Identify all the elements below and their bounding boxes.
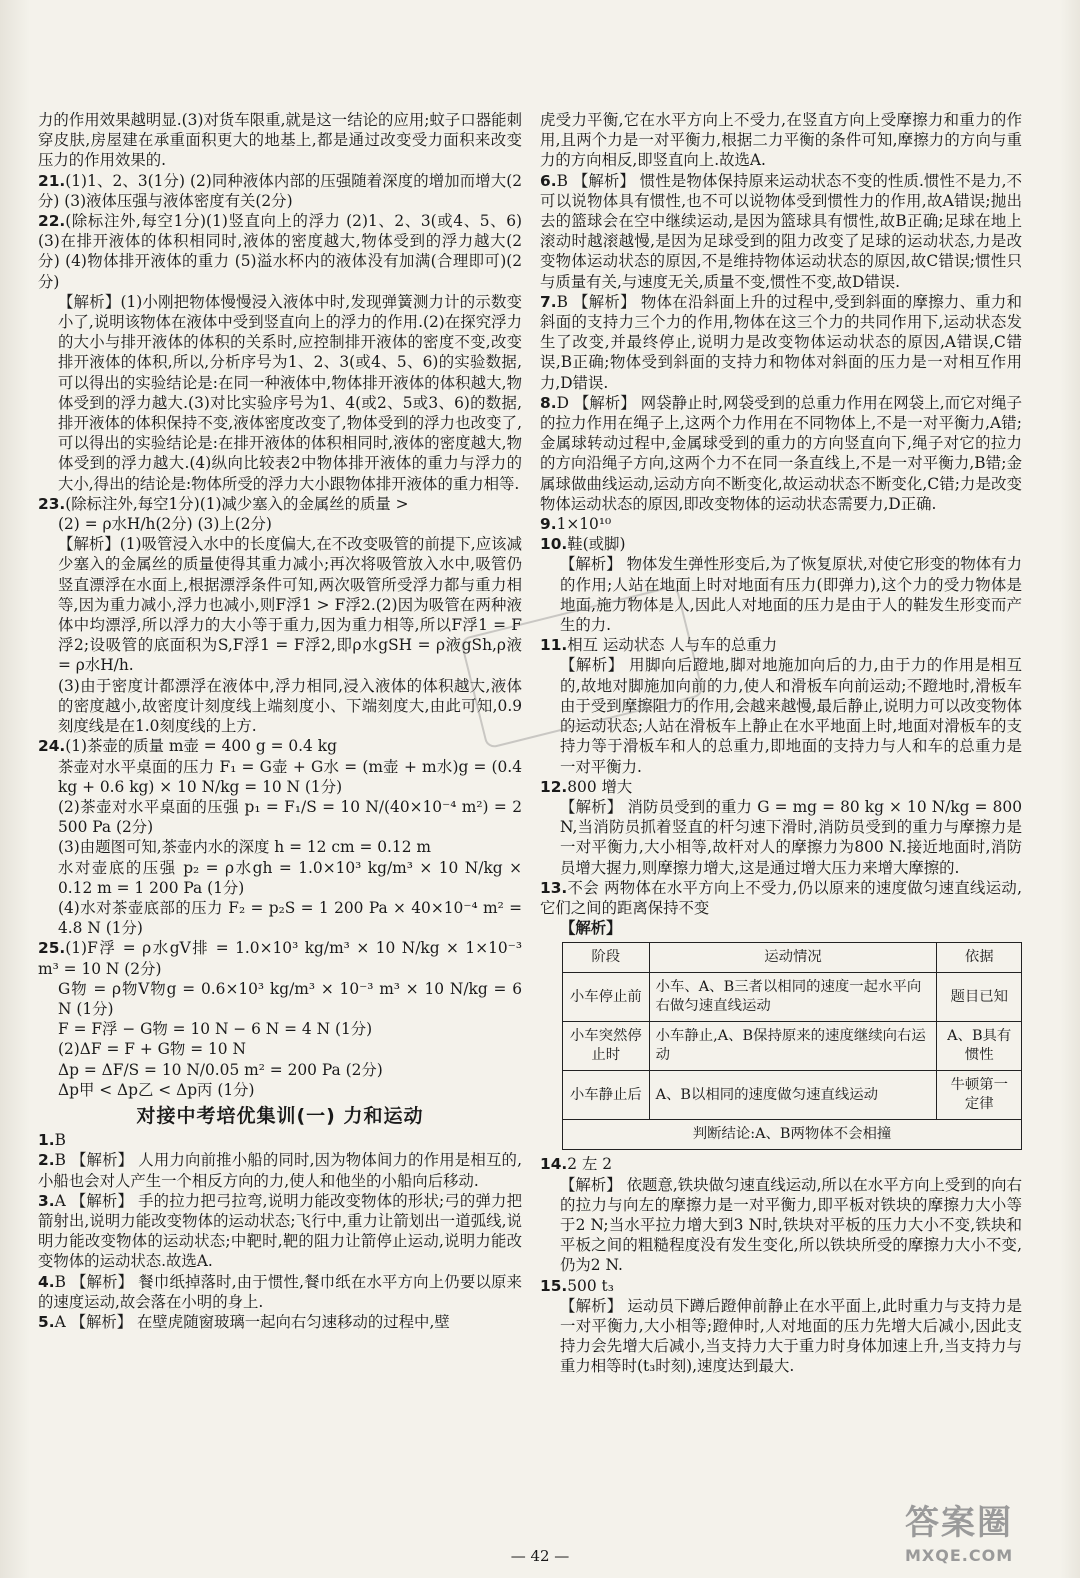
table-cell: A、B以相同的速度做匀速直线运动 xyxy=(649,1071,937,1120)
answer-text: (除标注外,每空1分)(1)竖直向上的浮力 (2)1、2、3(或4、5、6) (3)在排开液体的体积相同时,液体的密度越大,物体受到的浮力越大(2分) (4)物体排开液体的重力 (5)溢水杯内的液体没有加满(合理即可)(2分) xyxy=(38,212,522,291)
analysis-23: 【解析】(1)吸管浸入水中的长度偏大,在不改变吸管的前提下,应该减少塞入的金属丝的质量使得其重力减小;再次将吸管放入水中,吸管仍竖直漂浮在水面上,根据漂浮条件可知,两次吸管所受浮力都与重力相等,因为重力减小,浮力也减小,则F浮1 > F浮2.(2)因为吸管在两种液体中均漂浮,所以浮力的大小等于重力,因为重力相等,所以F浮1 = F浮2;设吸管的底面积为S,F浮1 = F浮2,即ρ水gSH = ρ液gSh,ρ液 = ρ水H/h. xyxy=(58,535,522,675)
solution-line: (2)ΔF = F + G物 = 10 N xyxy=(58,1040,246,1059)
answer-text: 500 t₃ xyxy=(567,1276,614,1295)
analysis-table xyxy=(562,942,1022,1150)
item-number: 12. xyxy=(540,777,568,796)
answer-text: (除标注外,每空1分)(1)减少塞入的金属丝的质量 > xyxy=(65,494,409,513)
page-number: — 42 — xyxy=(510,1547,570,1565)
table-header-row xyxy=(563,943,1022,973)
solution-line: (4)水对茶壶底部的压力 F₂ = p₂S = 1 200 Pa × 40×10⁻⁴ m² = 4.8 N (1分) xyxy=(58,898,522,938)
answer-text: B 【解析】 惯性是物体保持原来运动状态不变的性质.惯性不是力,不可以说物体具有惯性,也不可以说物体受到惯性力的作用,故A错误;抛出去的篮球会在空中继续运动,是因为篮球具有惯性,故B正确;足球在地上滚动时越滚越慢,是因为足球受到的阻力改变了足球的运动状态,力是改变物体运动状态的原因,不是维持物体运动状态的原因,故C错误;惯性只与质量有关,与速度无关,质量不变,惯性不变,故D错误. xyxy=(540,171,1022,291)
answer-text: (1)1、2、3(1分) (2)同种液体内部的压强随着深度的增加而增大(2分) (3)液体压强与液体密度有关(2分) xyxy=(38,171,522,210)
item-number: 21. xyxy=(38,171,66,190)
answer-s12 xyxy=(540,777,1022,797)
analysis-s15: 【解析】 运动员下蹲后蹬伸前静止在水平面上,此时重力与支持力是一对平衡力,大小相等;蹬伸时,人对地面的压力先增大后减小,因此支持力会先增大后减小,当支持力大于重力时身体加速上升,当支持力与重力相等时(t₃时刻),速度达到最大. xyxy=(560,1296,1022,1376)
analysis-s12: 【解析】 消防员受到的重力 G = mg = 80 kg × 10 N/kg = 800 N,当消防员抓着竖直的杆匀速下滑时,消防员受到的重力与摩擦力是一对平衡力,大小相等,故杆对人的摩擦力为800 N.接近地面时,消防员增大握力,则摩擦力增大,这是通过增大压力来增大摩擦的. xyxy=(560,797,1022,877)
table-conclusion: 判断结论:A、B两物体不会相撞 xyxy=(563,1120,1022,1150)
solution-line: Δp甲 < Δp乙 < Δp丙 (1分) xyxy=(58,1080,255,1099)
answer-s9 xyxy=(540,514,1022,534)
answer-s1 xyxy=(38,1130,522,1150)
answer-23-line2: (2) = ρ水H/h(2分) (3)上(2分) xyxy=(58,515,272,534)
item-number: 24. xyxy=(38,737,66,756)
intro-text: 力的作用效果越明显.(3)对货车限重,就是这一结论的应用;蚊子口器能刺穿皮肤,房屋建在承重面积更大的地基上,都是通过改变受力面积来改变压力的作用效果的. xyxy=(38,111,522,170)
item-number: 4. xyxy=(38,1272,55,1291)
answer-s10 xyxy=(540,534,1022,554)
answer-21 xyxy=(38,171,522,211)
item-number: 15. xyxy=(540,1276,568,1295)
solution-line: (2)茶壶对水平桌面的压强 p₁ = F₁/S = 10 N/(40×10⁻⁴ m²) = 2 500 Pa (2分) xyxy=(58,797,522,837)
table-header: 依据 xyxy=(937,943,1022,973)
table-cell: 小车静止后 xyxy=(563,1071,650,1120)
table-row xyxy=(563,1022,1022,1071)
analysis-22: 【解析】(1)小刚把物体慢慢浸入液体中时,发现弹簧测力计的示数变小了,说明该物体在液体中受到竖直向上的浮力的作用.(2)在探究浮力的大小与排开液体的体积的关系时,应控制排开液体的密度不变,改变排开液体的体积,所以,分析序号为1、2、3(或4、5、6)的实验数据,可以得出的实验结论是:在同一种液体中,物体排开液体的体积越大,物体受到的浮力越大.(3)对比实验序号为1、4(或2、5或3、6)的数据,排开液体的体积保持不变,液体密度改变了,物体受到的浮力也改变了,可以得出的实验结论是:在排开液体的体积相同时,液体的密度越大,物体受到的浮力越大.(4)纵向比较表2中物体排开液体的重力与浮力的大小,得出的结论是:物体所受的浮力大小跟物体排开液体的重力相等. xyxy=(58,292,522,493)
answer-text: A 【解析】 在壁虎随窗玻璃一起向右匀速移动的过程中,壁 xyxy=(54,1312,450,1331)
item-number: 1. xyxy=(38,1131,55,1150)
section-title: 对接中考培优集训(一) 力和运动 xyxy=(136,1104,424,1127)
table-cell: 小车停止前 xyxy=(563,973,650,1022)
item-number: 13. xyxy=(540,878,568,897)
table-conclusion-row xyxy=(563,1120,1022,1150)
answer-s7 xyxy=(540,292,1022,393)
answer-text: B 【解析】 餐巾纸掉落时,由于惯性,餐巾纸在水平方向上仍要以原来的速度运动,故会落在小明的身上. xyxy=(38,1272,522,1311)
answer-text: 1×10¹⁰ xyxy=(556,515,612,534)
item-number: 5. xyxy=(38,1312,55,1331)
solution-line: G物 = ρ物V物g = 0.6×10³ kg/m³ × 10⁻³ m³ × 10 N/kg = 6 N (1分) xyxy=(58,979,522,1018)
table-header: 运动情况 xyxy=(649,943,937,973)
left-column xyxy=(38,110,522,1332)
analysis-s14: 【解析】 依题意,铁块做匀速直线运动,所以在水平方向上受到的向右的拉力与向左的摩擦力是一对平衡力,即平板对铁块的摩擦力大小等于2 N;当水平拉力增大到3 N时,铁块对平板的压力大小不变,铁块和平板之间的粗糙程度没有发生变化,所以铁块所受的摩擦力大小不变,仍为2 N. xyxy=(560,1175,1022,1275)
solution-line: Δp = ΔF/S = 10 N/0.05 m² = 200 Pa (2分) xyxy=(58,1060,383,1079)
item-number: 25. xyxy=(38,939,66,958)
answer-text: 800 增大 xyxy=(567,777,633,796)
table-cell: A、B具有惯性 xyxy=(937,1022,1022,1071)
item-number: 3. xyxy=(38,1191,55,1210)
item-number: 14. xyxy=(540,1155,568,1174)
item-number: 11. xyxy=(540,636,568,655)
answer-23 xyxy=(38,494,522,514)
solution-line: 水对壶底的压强 p₂ = ρ水gh = 1.0×10³ kg/m³ × 10 N/kg × 0.12 m = 1 200 Pa (1分) xyxy=(58,858,522,897)
answer-text: B 【解析】 人用力向前推小船的同时,因为物体间力的作用是相互的,小船也会对人产生一个相反方向的力,使人和他坐的小船向后移动. xyxy=(38,1151,522,1190)
table-row xyxy=(563,973,1022,1022)
item-number: 9. xyxy=(540,515,557,534)
answer-s13 xyxy=(540,878,1022,918)
right-column xyxy=(540,110,1022,1377)
item-number: 2. xyxy=(38,1151,55,1170)
analysis-23-part2: (3)由于密度计都漂浮在液体中,浮力相同,浸入液体的体积越大,液体的密度越小,故密度计刻度线上端刻度小、下端刻度大,由此可知,0.9刻度线是在1.0刻度线的上方. xyxy=(58,676,522,736)
answer-25 xyxy=(38,938,522,978)
answer-text: 相互 运动状态 人与车的总重力 xyxy=(567,636,778,655)
answer-text: B xyxy=(54,1131,66,1150)
answer-22 xyxy=(38,211,522,292)
answer-s15 xyxy=(540,1276,1022,1296)
item-number: 22. xyxy=(38,212,66,231)
answer-s8 xyxy=(540,393,1022,514)
logo-url: MXQE.COM xyxy=(905,1546,1014,1565)
site-logo xyxy=(905,1495,1065,1575)
item-number: 10. xyxy=(540,535,568,554)
answer-text: A 【解析】 手的拉力把弓拉弯,说明力能改变物体的形状;弓的弹力把箭射出,说明力能改变物体的运动状态;飞行中,重力让箭划出一道弧线,说明力能改变物体的运动状态;中靶时,靶的阻力让箭停止运动,说明力能改变物体的运动状态.故选A. xyxy=(38,1191,522,1271)
analysis-s10: 【解析】 物体发生弹性形变后,为了恢复原状,对使它形变的物体有力的作用;人站在地面上时对地面有压力(即弹力),这个力的受力物体是地面,施力物体是人,因此人对地面的压力是由于人的鞋发生形变而产生的力. xyxy=(560,555,1022,635)
answer-text: 不会 两物体在水平方向上不受力,仍以原来的速度做匀速直线运动,它们之间的距离保持不变 xyxy=(540,878,1022,917)
logo-text: 答案圈 xyxy=(905,1503,1013,1543)
solution-line: F = F浮 − G物 = 10 N − 6 N = 4 N (1分) xyxy=(58,1020,373,1039)
answer-text: (1)F浮 = ρ水gV排 = 1.0×10³ kg/m³ × 10 N/kg × 1×10⁻³ m³ = 10 N (2分) xyxy=(38,939,522,978)
table-cell: 小车、A、B三者以相同的速度一起水平向右做匀速直线运动 xyxy=(649,973,937,1022)
table-cell: 小车静止,A、B保持原来的速度继续向右运动 xyxy=(649,1022,937,1071)
item-number: 6. xyxy=(540,171,557,190)
answer-text: (1)茶壶的质量 m壶 = 400 g = 0.4 kg xyxy=(65,737,337,756)
answer-s14 xyxy=(540,1154,1022,1174)
table-cell: 题目已知 xyxy=(937,973,1022,1022)
item-number: 23. xyxy=(38,494,66,513)
answer-text: 2 左 2 xyxy=(567,1155,613,1174)
table-cell: 小车突然停止时 xyxy=(563,1022,650,1071)
answer-s3 xyxy=(38,1191,522,1272)
answer-s5 xyxy=(38,1312,522,1332)
answer-24 xyxy=(38,736,522,756)
analysis-tag: 【解析】 xyxy=(560,919,622,938)
table-cell: 牛顿第一定律 xyxy=(937,1071,1022,1120)
item-number: 8. xyxy=(540,393,557,412)
answer-s2 xyxy=(38,1150,522,1190)
answer-s4 xyxy=(38,1272,522,1312)
answer-s6 xyxy=(540,171,1022,292)
table-row xyxy=(563,1071,1022,1120)
analysis-s11: 【解析】 用脚向后蹬地,脚对地施加向后的力,由于力的作用是相互的,故地对脚施加向前的力,使人和滑板车向前运动;不蹬地时,滑板车由于受到摩擦阻力的作用,会越来越慢,最后静止,说明力可以改变物体的运动状态;人站在滑板车上静止在水平地面上时,地面对滑板车的支持力等于滑板车和人的总重力,即地面的支持力与人和车的总重力是一对平衡力. xyxy=(560,656,1022,776)
answer-text: D 【解析】 网袋静止时,网袋受到的总重力作用在网袋上,而它对绳子的拉力作用在绳子上,这两个力作用在不同物体上,不是一对平衡力,A错;金属球转动过程中,金属球受到的重力的方向竖直向下,绳子对它的拉力的方向沿绳子方向,这两个力不在同一条直线上,不是一对平衡力,B错;金属球做曲线运动,运动方向不断变化,故运动状态不断变化,C错;力是改变物体运动状态的原因,即改变物体的运动状态需要力,D正确. xyxy=(540,393,1022,513)
item-number: 7. xyxy=(540,292,557,311)
solution-line: (3)由题图可知,茶壶内水的深度 h = 12 cm = 0.12 m xyxy=(58,838,431,857)
table-header: 阶段 xyxy=(563,943,650,973)
solution-line: 茶壶对水平桌面的压力 F₁ = G壶 + G水 = (m壶 + m水)g = (0.4 kg + 0.6 kg) × 10 N/kg = 10 N (1分) xyxy=(58,757,522,796)
answer-s5-continued: 虎受力平衡,它在水平方向上不受力,在竖直方向上受摩擦力和重力的作用,且两个力是一对平衡力,根据二力平衡的条件可知,摩擦力的方向与重力的方向相反,即竖直向上.故选A. xyxy=(540,111,1022,170)
answer-text: B 【解析】 物体在沿斜面上升的过程中,受到斜面的摩擦力、重力和斜面的支持力三个力的作用,物体在这三个力的共同作用下,运动状态发生了改变,并最终停止,说明力是改变物体运动状态的原因,A错误,C错误,B正确;物体受到斜面的支持力和物体对斜面的压力是一对相互作用力,D错误. xyxy=(540,292,1022,392)
answer-text: 鞋(或脚) xyxy=(567,535,626,554)
